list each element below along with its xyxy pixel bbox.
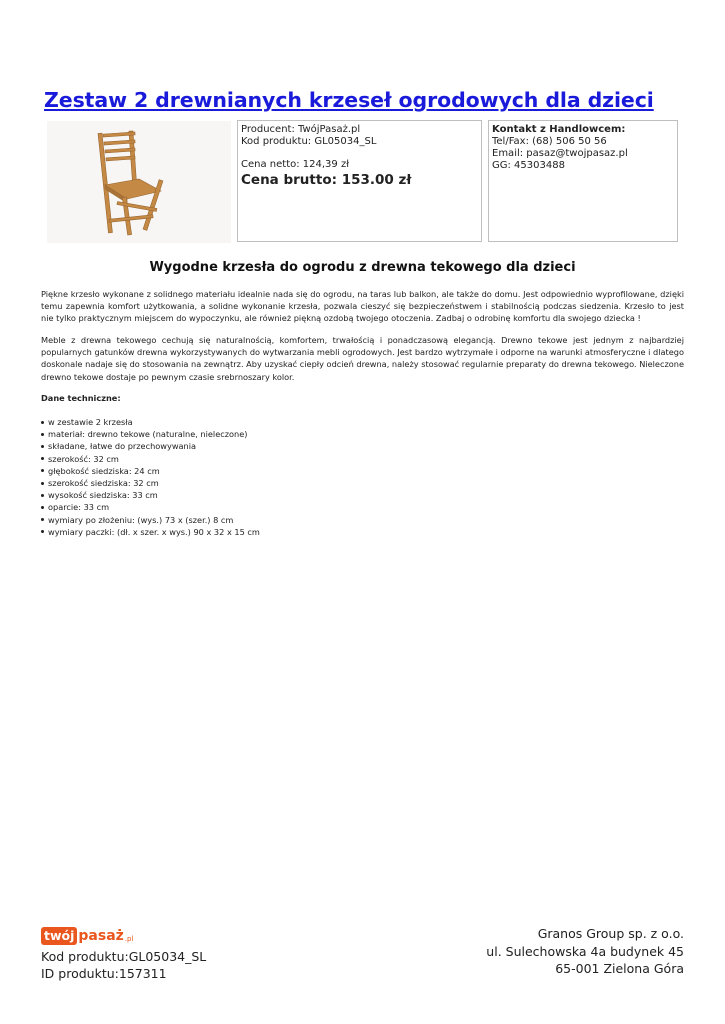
contact-email: Email: pasaz@twojpasaz.pl <box>492 148 628 159</box>
spec-item: składane, łatwe do przechowywania <box>41 440 260 452</box>
description-paragraph-2: Meble z drewna tekowego cechują się naturalnością, komfortem, trwałością i ponadczasową elegancją. Drewno tekowe jest jednym z najbardziej popularnych gatunków drewna wykorzystywanych do wytwarzania mebli ogrodowych. Jest bardzo wytrzymałe i odporne na warunki atmosferyczne i dlatego doskonale nadaje się do stosowania na zewnątrz. Aby uzyskać ciepły odcień drewna, należy stosować regularnie preparaty do drewna tekowego. Nieleczone drewno tekowe dostaje po pewnym czasie srebrnoszary kolor. <box>41 335 684 382</box>
spec-item: szerokość: 32 cm <box>41 453 260 465</box>
bullet-icon <box>41 506 44 509</box>
bullet-icon <box>41 469 44 472</box>
net-price: Cena netto: 124,39 zł <box>241 159 350 170</box>
product-photo <box>47 121 231 243</box>
gross-price: Cena brutto: 153.00 zł <box>241 172 412 188</box>
contact-heading: Kontakt z Handlowcem: <box>492 124 626 135</box>
spec-item: wymiary paczki: (dł. x szer. x wys.) 90 x 32 x 15 cm <box>41 526 260 538</box>
description-paragraph-1: Piękne krzesło wykonane z solidnego materiału idealnie nada się do ogrodu, na taras lub balkon, ale także do domu. Jest odpowiednio wyprofilowane, dzięki temu zapewnia komfort użytkowania, a solidne wykonanie krzesła, pozwala cieszyć się bezpieczeństwem i stabilnością podczas siedzenia. Krzesło to jest nie tylko praktycznym miejscem do wypoczynku, ale również piękną ozdobą twojego otoczenia. Zadbaj o odrobinę komfortu dla swojego dziecka ! <box>41 289 684 324</box>
footer-product-code: Kod produktu:GL05034_SL <box>41 949 207 964</box>
specs-list <box>41 416 260 538</box>
bullet-icon <box>41 457 44 460</box>
footer-product-id: ID produktu:157311 <box>41 966 167 981</box>
spec-item: szerokość siedziska: 32 cm <box>41 477 260 489</box>
company-city: 65-001 Zielona Góra <box>555 961 684 976</box>
spec-item: wysokość siedziska: 33 cm <box>41 489 260 501</box>
bullet-icon <box>41 518 44 521</box>
footer-company-address <box>486 925 684 978</box>
spec-item: wymiary po złożeniu: (wys.) 73 x (szer.) 8 cm <box>41 514 260 526</box>
bullet-icon <box>41 433 44 436</box>
contact-phone: Tel/Fax: (68) 506 50 56 <box>492 136 607 147</box>
product-info-box <box>237 120 482 242</box>
bullet-icon <box>41 445 44 448</box>
spec-item: w zestawie 2 krzesła <box>41 416 260 428</box>
bullet-icon <box>41 482 44 485</box>
twojpasaz-logo: twój pasaż .pl <box>41 926 133 946</box>
company-street: ul. Sulechowska 4a budynek 45 <box>486 943 684 959</box>
bullet-icon <box>41 530 44 533</box>
spec-item: oparcie: 33 cm <box>41 501 260 513</box>
contact-box <box>488 120 678 242</box>
chair-image <box>47 121 231 243</box>
footer-product-info <box>41 948 206 982</box>
bullet-icon <box>41 494 44 497</box>
bullet-icon <box>41 421 44 424</box>
contact-gg: GG: 45303488 <box>492 160 565 171</box>
spec-item: materiał: drewno tekowe (naturalne, nieleczone) <box>41 428 260 440</box>
product-title[interactable]: Zestaw 2 drewnianych krzeseł ogrodowych dla dzieci <box>44 88 654 112</box>
spec-item: głębokość siedziska: 24 cm <box>41 465 260 477</box>
company-name: Granos Group sp. z o.o. <box>537 926 684 941</box>
description-heading: Wygodne krzesła do ogrodu z drewna tekowego dla dzieci <box>149 260 576 275</box>
specs-heading: Dane techniczne: <box>41 393 121 403</box>
product-code-text: Kod produktu: GL05034_SL <box>241 136 377 147</box>
producer-text: Producent: TwójPasaż.pl <box>241 124 361 135</box>
